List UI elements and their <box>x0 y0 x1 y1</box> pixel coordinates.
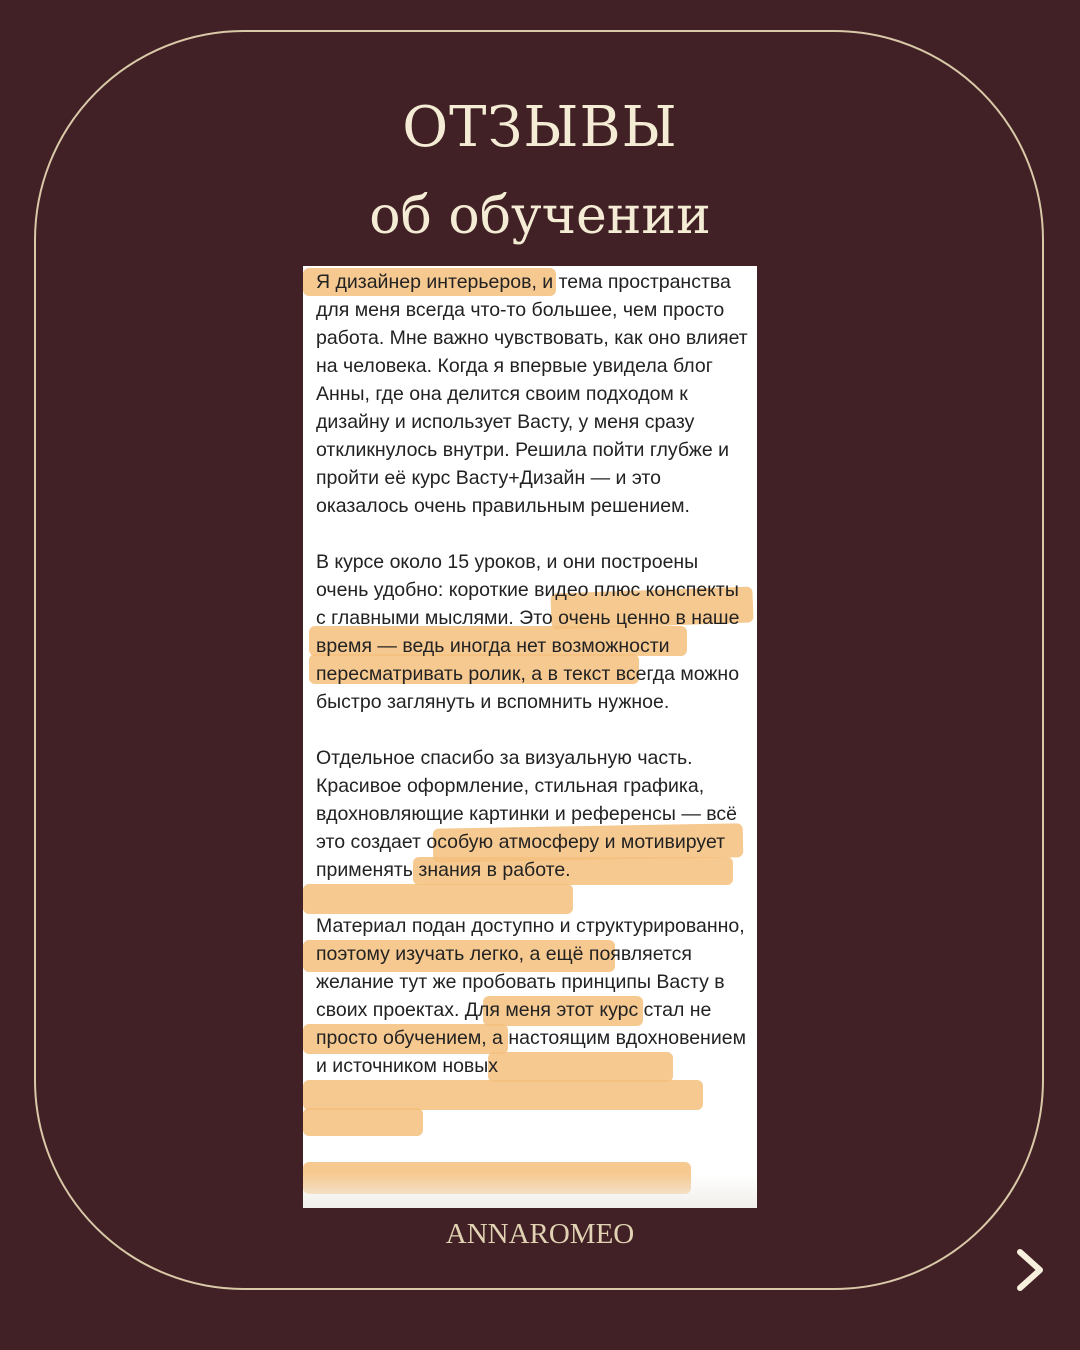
review-text: Я дизайнер интерьеров, и тема пространства для меня всегда что-то большее, чем просто работа. Мне важно чувствовать, как оно влияет на человека. Когда я впервые увидела блог Анны, где она делится своим подходом к дизайну и использует Васту, у меня сразу откликнулось внутри. Решила пойти глубже и пройти её курс Васту+Дизайн — и это оказалось очень правильным решением. В курсе около 15 уроков, и они построены очень удобно: короткие видео плюс конспекты с главными мыслями. Это очень ценно в наше время — ведь иногда нет возможности пересматривать ролик, а в текст всегда можно быстро заглянуть и вспомнить нужное. Отдельное спасибо за визуальную часть. Красивое оформление, стильная графика, вдохновляющие картинки и референсы — всё это создает особую атмосферу и мотивирует применять знания в работе. Материал подан доступно и структурированно, поэтому изучать легко, а ещё появляется желание тут же пробовать принципы Васту в своих проектах. Для меня этот курс стал не просто обучением, а настоящим вдохновением и источником новых <box>316 271 748 1077</box>
page-title: ОТЗЫВЫ <box>402 95 678 160</box>
highlight-mark <box>303 1080 703 1110</box>
chevron-right-icon[interactable] <box>1008 1248 1052 1292</box>
highlight-mark <box>303 1108 423 1136</box>
brand-logo: ANNAROMEO <box>445 1218 635 1250</box>
screenshot-cutoff <box>303 1174 757 1208</box>
review-screenshot <box>303 266 757 1208</box>
page-subtitle: об обучении <box>369 186 711 246</box>
